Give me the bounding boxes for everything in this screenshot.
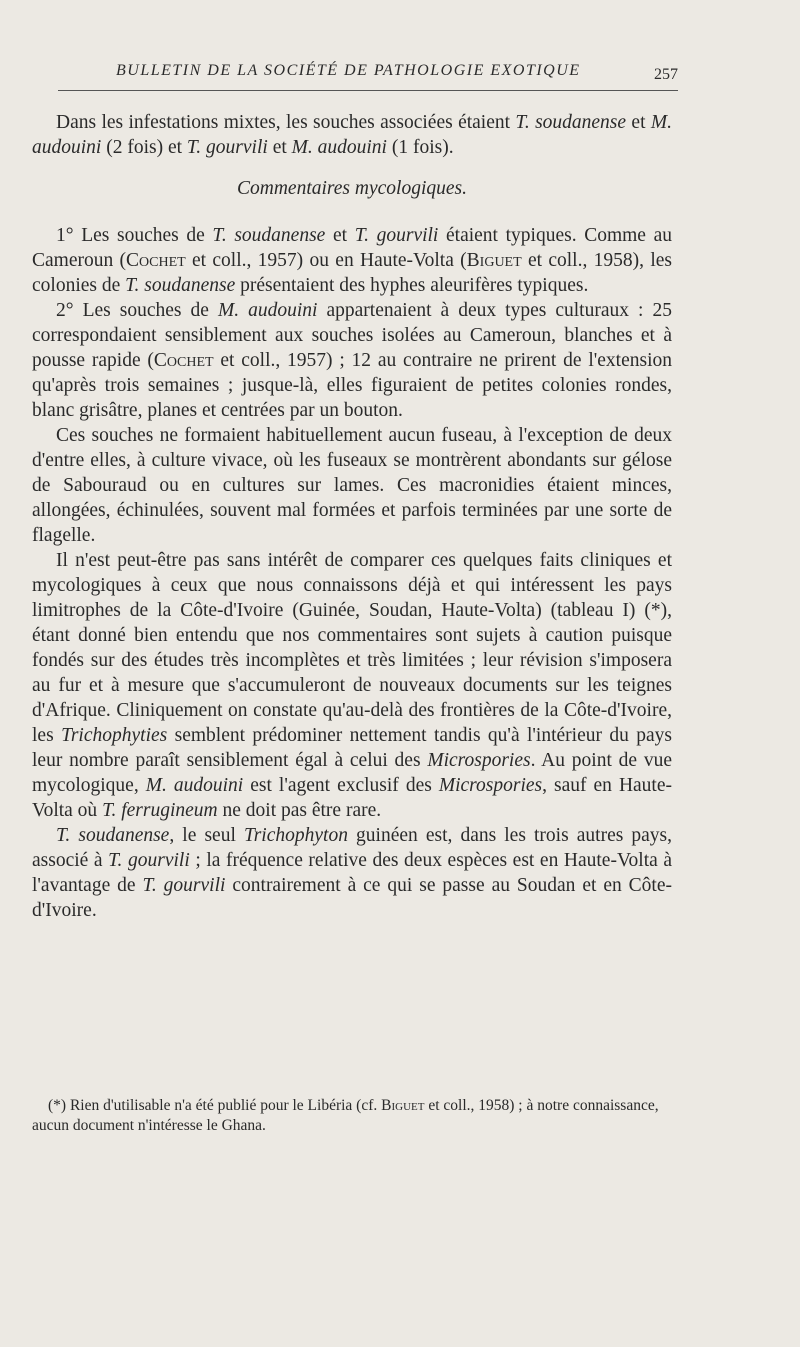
footnote-text: (*) Rien d'utilisable n'a été publié pour le Libéria (cf. Biguet et coll., 1958) ; à notre connaissance, aucun document n'intéresse le Ghana. [32, 1097, 659, 1134]
body-text [32, 110, 672, 923]
section-title: Commentaires mycologiques. [237, 178, 467, 199]
page-number: 257 [654, 66, 678, 83]
paragraph-soudanense: T. soudanense, le seul Trichophyton guinéen est, dans les trois autres pays, associé à T. gourvili ; la fréquence relative des deux espèces est en Haute-Volta à l'avantage de T. gourvili contrairement à ce qui se passe au Soudan et en Côte-d'Ivoire. [32, 825, 673, 921]
running-title: BULLETIN DE LA SOCIÉTÉ DE PATHOLOGIE EXOTIQUE [116, 62, 581, 79]
paragraph-audouini-types: 2° Les souches de M. audouini appartenaient à deux types culturaux : 25 correspondaient sensiblement aux souches isolées au Cameroun, blanches et à pousse rapide (Cochet et coll., 1957) ; 12 au contraire ne prirent de l'extension qu'après trois semaines ; jusque-là, elles figuraient de petites colonies rondes, blanc grisâtre, planes et centrées par un bouton. [32, 300, 672, 421]
paragraph-mixed-infestations: Dans les infestations mixtes, les souches associées étaient T. soudanense et M. audouini (2 fois) et T. gourvili et M. audouini (1 fois). [32, 112, 673, 158]
paragraph-comparison: Il n'est peut-être pas sans intérêt de comparer ces quelques faits cliniques et mycologiques à ceux que nous connaissons déjà et qui intéressent les pays limitrophes de la Côte-d'Ivoire (Guinée, Soudan, Haute-Volta) (tableau I) (*), étant donné bien entendu que nos commentaires sont sujets à caution puisque fondés sur des études très incomplètes et très limitées ; leur révision s'imposera au fur et à mesure que s'accumuleront de nouveaux documents sur les teignes d'Afrique. Cliniquement on constate qu'au-delà des frontières de la Côte-d'Ivoire, les Trichophyties semblent prédominer nettement tandis qu'à l'intérieur du pays leur nombre paraît sensiblement égal à celui des Microspories. Au point de vue mycologique, M. audouini est l'agent exclusif des Microspories, sauf en Haute-Volta où T. ferrugineum ne doit pas être rare. [32, 550, 672, 821]
paragraph-fuseaux: Ces souches ne formaient habituellement aucun fuseau, à l'exception de deux d'entre elles, à culture vivace, où les fuseaux se montrèrent abondants sur gélose de Sabouraud ou en cultures sur lames. Ces macronidies étaient minces, allongées, échinulées, souvent mal formées et parfois terminées par une sorte de flagelle. [32, 425, 672, 546]
page-header [58, 62, 678, 91]
paragraph-strains-typical: 1° Les souches de T. soudanense et T. gourvili étaient typiques. Comme au Cameroun (Cochet et coll., 1957) ou en Haute-Volta (Biguet et coll., 1958), les colonies de T. soudanense présentaient des hyphes aleurifères typiques. [32, 225, 672, 296]
footnote [32, 1096, 672, 1136]
